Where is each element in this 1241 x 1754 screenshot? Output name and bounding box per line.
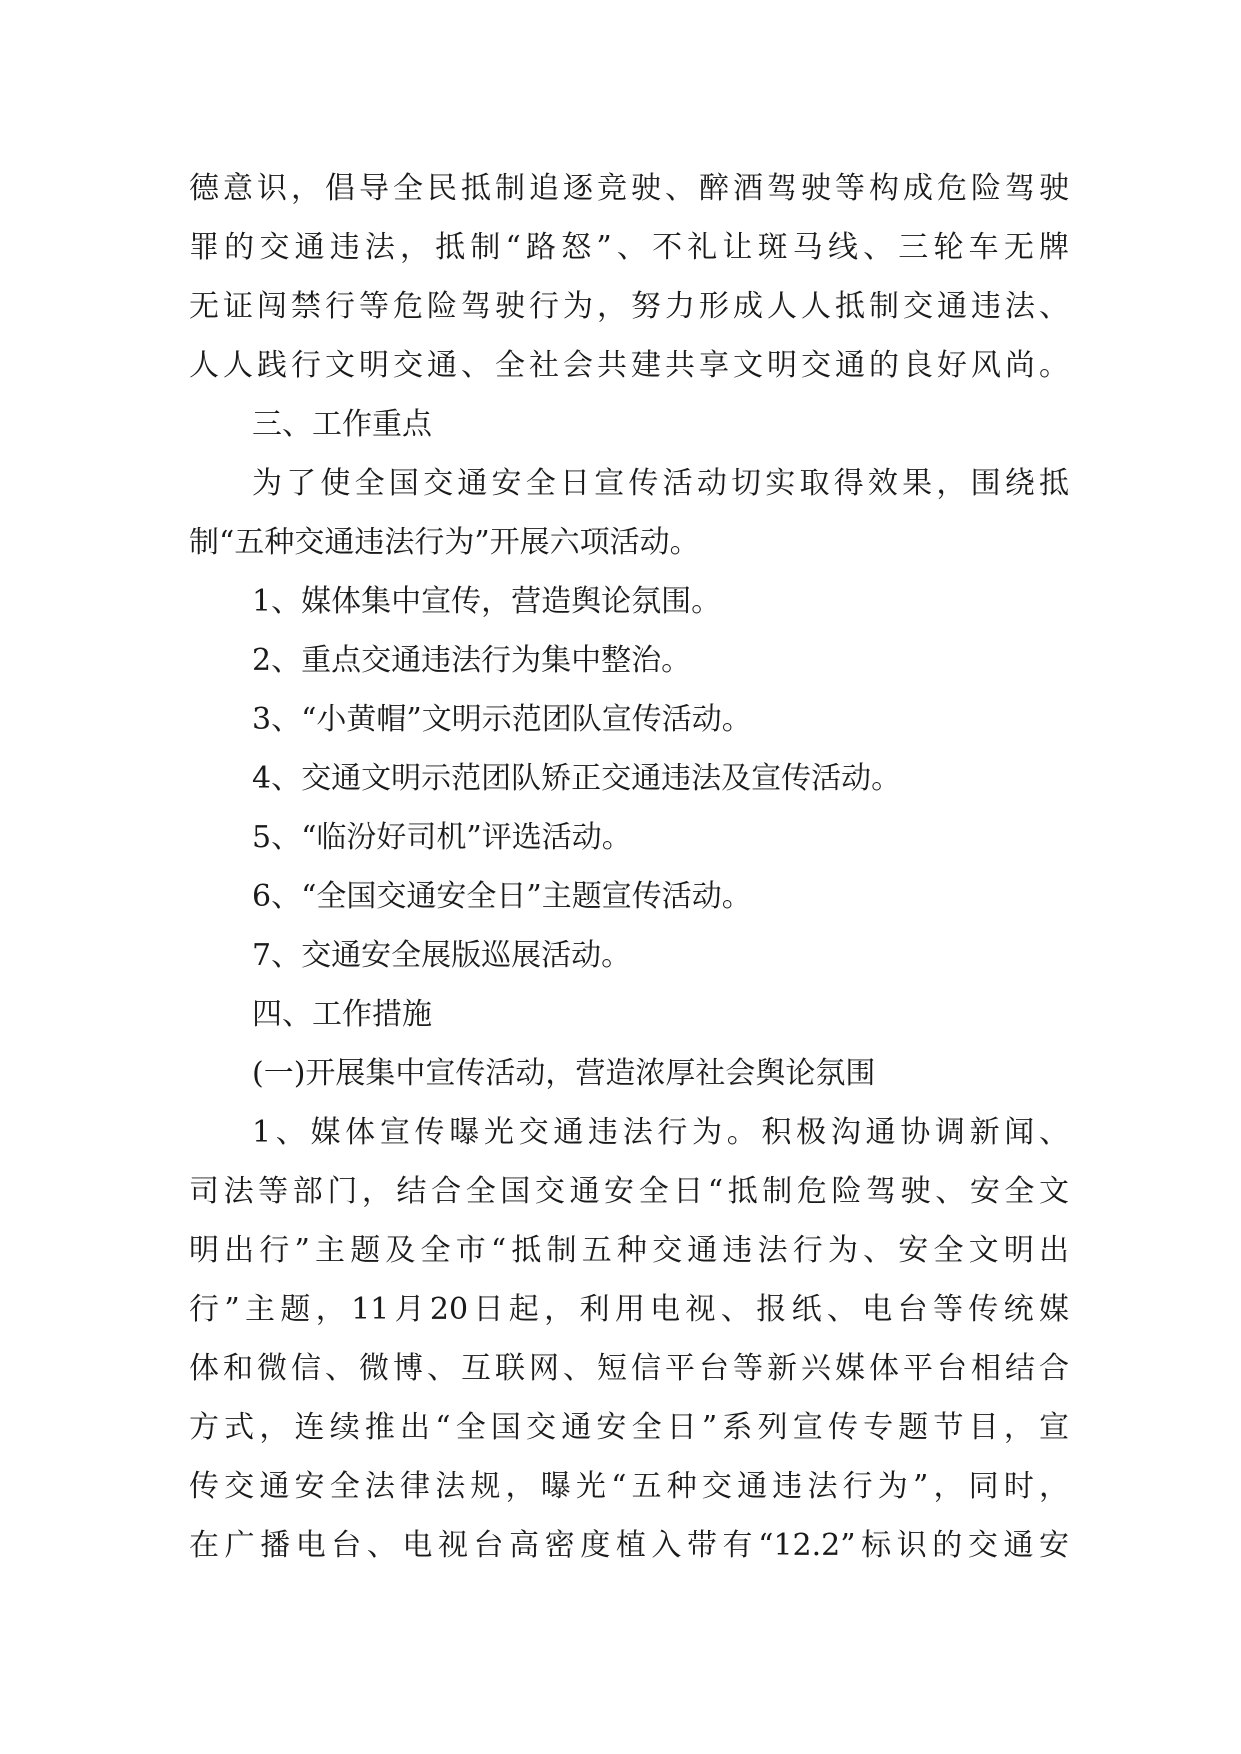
document-body [189,159,1069,1575]
body-line: 人人践行文明交通、全社会共建共享文明交通的良好风尚。 [189,348,1069,383]
list-item: 2、重点交通违法行为集中整治。 [252,643,692,678]
body-line: 1、媒体宣传曝光交通违法行为。积极沟通协调新闻、 [252,1115,1069,1150]
body-line: 传交通安全法律法规，曝光“五种交通违法行为”，同时， [189,1469,1069,1504]
body-line: 为了使全国交通安全日宣传活动切实取得效果，围绕抵 [252,466,1069,501]
list-item: 1、媒体集中宣传，营造舆论氛围。 [252,584,722,619]
subsection-heading: (一)开展集中宣传活动，营造浓厚社会舆论氛围 [252,1056,876,1091]
body-line: 方式，连续推出“全国交通安全日”系列宣传专题节目，宣 [189,1410,1069,1445]
body-line: 行”主题，11月20日起，利用电视、报纸、电台等传统媒 [189,1292,1069,1327]
body-line: 罪的交通违法，抵制“路怒”、不礼让斑马线、三轮车无牌 [189,230,1069,265]
body-line: 司法等部门，结合全国交通安全日“抵制危险驾驶、安全文 [189,1174,1069,1209]
list-item: 6、“全国交通安全日”主题宣传活动。 [252,879,752,914]
body-line: 体和微信、微博、互联网、短信平台等新兴媒体平台相结合 [189,1351,1069,1386]
list-item: 3、“小黄帽”文明示范团队宣传活动。 [252,702,752,737]
section-heading: 三、工作重点 [252,407,432,442]
body-line: 在广播电台、电视台高密度植入带有“12.2”标识的交通安 [189,1528,1069,1563]
list-item: 4、交通文明示范团队矫正交通违法及宣传活动。 [252,761,902,796]
list-item: 7、交通安全展版巡展活动。 [252,938,632,973]
body-line: 制“五种交通违法行为”开展六项活动。 [189,525,700,560]
body-line: 明出行”主题及全市“抵制五种交通违法行为、安全文明出 [189,1233,1069,1268]
list-item: 5、“临汾好司机”评选活动。 [252,820,632,855]
section-heading: 四、工作措施 [252,997,432,1032]
body-line: 无证闯禁行等危险驾驶行为，努力形成人人抵制交通违法、 [189,289,1069,324]
body-line: 德意识，倡导全民抵制追逐竞驶、醉酒驾驶等构成危险驾驶 [189,171,1069,206]
